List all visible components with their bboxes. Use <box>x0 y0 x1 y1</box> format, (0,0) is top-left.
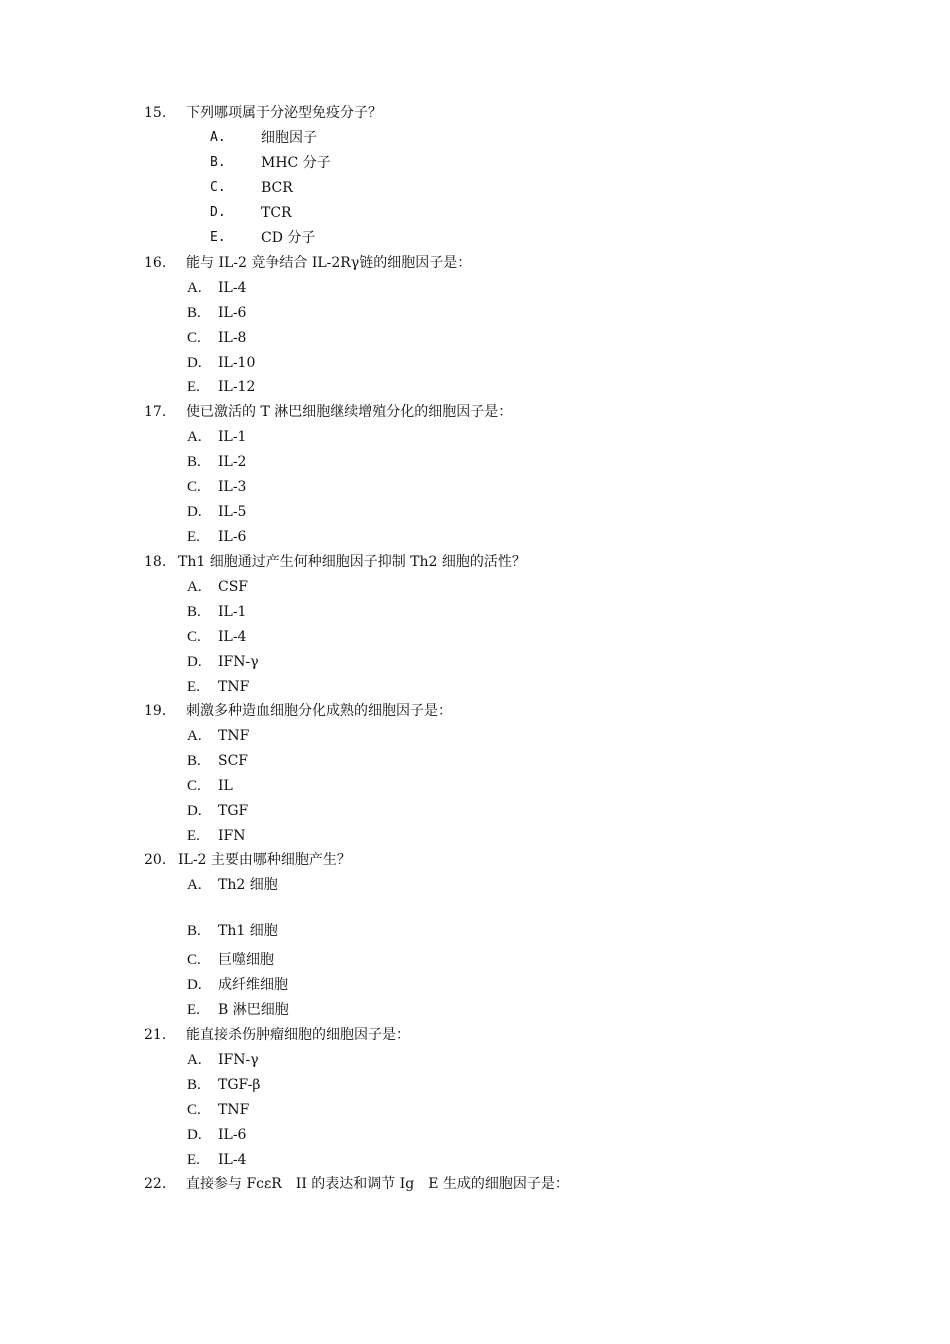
option-text: 细胞因子 <box>261 130 317 146</box>
option-letter: E. <box>187 529 200 545</box>
option-text: IL-6 <box>218 1127 247 1143</box>
option-letter: E. <box>187 679 200 695</box>
option-text: Th2 细胞 <box>218 877 278 893</box>
option-text: MHC 分子 <box>261 155 331 171</box>
option-text: IFN-γ <box>218 654 259 670</box>
option-letter: C. <box>187 330 201 346</box>
option-letter: A. <box>187 280 202 296</box>
option-text: IL-2 <box>218 454 247 470</box>
option-letter: A. <box>187 728 202 744</box>
option-letter: D. <box>210 205 226 220</box>
option-letter: C. <box>187 778 201 794</box>
option-text: IL-1 <box>218 429 247 445</box>
option-text: TGF <box>218 803 249 819</box>
option-text: IFN <box>218 828 246 844</box>
option-letter: E. <box>187 1002 200 1018</box>
option-letter: D. <box>187 355 202 371</box>
option-text: IL-6 <box>218 529 247 545</box>
option-text: IL <box>218 778 233 794</box>
option-text: IL-4 <box>218 629 247 645</box>
question-text: 能与 IL-2 竞争结合 IL-2Rγ链的细胞因子是： <box>186 255 472 271</box>
option-letter: D. <box>187 654 202 670</box>
option-text: 成纤维细胞 <box>218 977 288 993</box>
option-letter: E. <box>187 828 200 844</box>
option-text: IFN-γ <box>218 1052 259 1068</box>
option-text: IL-5 <box>218 504 247 520</box>
option-text: Th1 细胞 <box>218 923 278 939</box>
option-letter: B. <box>187 753 201 769</box>
option-letter: E. <box>187 1152 200 1168</box>
option-text: B 淋巴细胞 <box>218 1002 289 1018</box>
question-text: 直接参与 FcεR II 的表达和调节 Ig E 生成的细胞因子是： <box>186 1176 569 1192</box>
option-letter: D. <box>187 504 202 520</box>
option-text: TGF-β <box>218 1077 261 1093</box>
option-text: IL-4 <box>218 280 247 296</box>
option-text: IL-6 <box>218 305 247 321</box>
option-text: IL-1 <box>218 604 247 620</box>
option-text: CSF <box>218 579 249 595</box>
question-number: 17. <box>144 404 167 420</box>
question-text: 使已激活的 T 淋巴细胞继续增殖分化的细胞因子是： <box>186 404 513 420</box>
option-letter: B. <box>187 604 201 620</box>
option-letter: A. <box>187 429 202 445</box>
option-text: IL-3 <box>218 479 247 495</box>
option-text: IL-4 <box>218 1152 247 1168</box>
question-number: 22. <box>144 1176 167 1192</box>
option-text: IL-10 <box>218 355 256 371</box>
option-letter: B. <box>187 454 201 470</box>
option-text: TNF <box>218 728 250 744</box>
option-letter: C. <box>187 629 201 645</box>
question-number: 18. <box>144 554 167 570</box>
option-text: TNF <box>218 1102 250 1118</box>
option-letter: C. <box>187 1102 201 1118</box>
question-number: 19. <box>144 703 167 719</box>
question-text: 能直接杀伤肿瘤细胞的细胞因子是： <box>186 1027 410 1043</box>
option-letter: A. <box>187 877 202 893</box>
option-text: IL-8 <box>218 330 247 346</box>
option-text: 巨噬细胞 <box>218 952 274 968</box>
option-letter: C. <box>187 479 201 495</box>
question-number: 20. <box>144 852 167 868</box>
question-number: 15. <box>144 105 167 121</box>
option-letter: A. <box>187 579 202 595</box>
option-letter: A. <box>210 130 226 145</box>
option-letter: B. <box>210 155 226 170</box>
option-letter: C. <box>187 952 201 968</box>
option-letter: B. <box>187 923 201 939</box>
option-letter: D. <box>187 977 202 993</box>
question-text: Th1 细胞通过产生何种细胞因子抑制 Th2 细胞的活性？ <box>178 554 526 570</box>
question-number: 16. <box>144 255 167 271</box>
option-text: SCF <box>218 753 249 769</box>
option-text: TNF <box>218 679 250 695</box>
option-text: BCR <box>261 180 293 196</box>
option-letter: B. <box>187 1077 201 1093</box>
option-letter: E. <box>210 230 226 245</box>
question-text: 下列哪项属于分泌型免疫分子？ <box>186 105 382 121</box>
question-number: 21. <box>144 1027 167 1043</box>
option-letter: A. <box>187 1052 202 1068</box>
option-letter: D. <box>187 1127 202 1143</box>
option-text: IL-12 <box>218 379 256 395</box>
option-letter: B. <box>187 305 201 321</box>
option-letter: E. <box>187 379 200 395</box>
option-letter: C. <box>210 180 226 195</box>
option-text: CD 分子 <box>261 230 316 246</box>
option-text: TCR <box>261 205 292 221</box>
question-text: 刺激多种造血细胞分化成熟的细胞因子是： <box>186 703 452 719</box>
option-letter: D. <box>187 803 202 819</box>
question-text: IL-2 主要由哪种细胞产生？ <box>178 852 351 868</box>
